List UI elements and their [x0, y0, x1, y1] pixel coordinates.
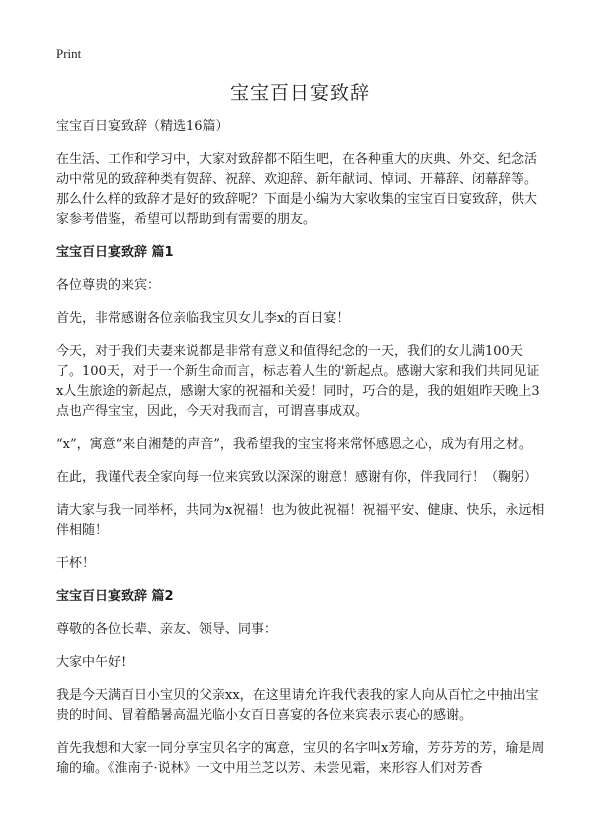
paragraph: 大家中午好!: [56, 655, 127, 670]
intro-paragraph: 在生活、工作和学习中，大家对致辞都不陌生吧，在各种重大的庆典、外交、纪念活动中常见的致辞种类有贺辞、祝辞、欢迎辞、新年献词、悼词、开幕辞、闭幕辞等。那么什么样的致辞才是好的致辞呢？下面是小编为大家收集的宝宝百日宴致辞，供大家参考借鉴，希望可以帮助到有需要的朋友。: [56, 152, 538, 227]
paragraph: 尊敬的各位长辈、亲友、领导、同事：: [56, 622, 278, 637]
paragraph: 干杯！: [56, 556, 96, 571]
paragraph: 请大家与我一同举杯，共同为x祝福！也为彼此祝福！祝福平安、健康、快乐，永远相伴相随！: [56, 503, 545, 538]
section-heading: 宝宝百日宴致辞 篇1: [56, 245, 174, 260]
document-title: 宝宝百日宴致辞: [229, 82, 370, 104]
paragraph: “x”，寓意“来自湘楚的声音”，我希望我的宝宝将来常怀感恩之心，成为有用之材。: [56, 437, 532, 452]
paragraph: 首先，非常感谢各位亲临我宝贝女儿李x的百日宴！: [56, 311, 350, 326]
document-subtitle: 宝宝百日宴致辞（精选16篇）: [56, 119, 229, 134]
paragraph: 今天，对于我们夫妻来说都是非常有意义和值得纪念的一天，我们的女儿满100天了。100天，对于一个新生命而言，标志着人生的'新起点。感谢大家和我们共同见证x人生旅途的新起点，感谢大家的祝福和关爱！同时，巧合的是，我的姐姐昨天晚上3点也产得宝宝，因此，今天对我而言，可谓喜事成双。: [56, 344, 540, 419]
paragraph: 首先我想和大家一同分享宝贝名字的寓意，宝贝的名字叫x芳瑜，芳芬芳的芳，瑜是周瑜的瑜。《淮南子·说林》一文中用兰芝以芳、未尝见霜，来形容人们对芳香: [56, 741, 545, 776]
paragraph: 各位尊贵的来宾：: [56, 278, 161, 293]
paragraph: 在此，我谨代表全家向每一位来宾致以深深的谢意！感谢有你，伴我同行！（鞠躬）: [56, 470, 538, 485]
print-link[interactable]: Print: [56, 46, 82, 61]
document-body: [56, 117, 546, 792]
paragraph: 我是今天满百日小宝贝的父亲xx，在这里请允许我代表我的家人向从百忙之中抽出宝贵的时间、冒着酷暑高温光临小女百日喜宴的各位来宾表示衷心的感谢。: [56, 688, 539, 723]
section-heading: 宝宝百日宴致辞 篇2: [56, 589, 174, 604]
